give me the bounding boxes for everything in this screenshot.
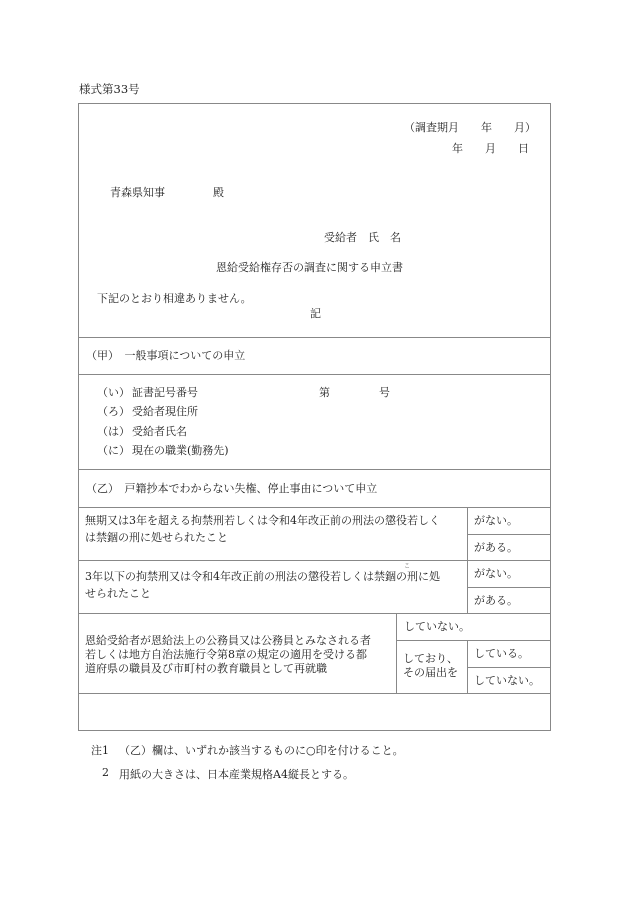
question-1-line-2: は禁錮の刑に処せられたこと — [85, 531, 228, 544]
current-address-label: 受給者現住所 — [132, 405, 198, 418]
column-divider — [467, 640, 468, 693]
recipient-name-field-label: 受給者氏名 — [132, 425, 187, 438]
option-nai[interactable]: がない。 — [474, 567, 518, 580]
current-occupation-label: 現在の職業(勤務先) — [132, 444, 229, 457]
divider — [78, 613, 551, 614]
question-3-line-3: 道府県の職員及び市町村の教育職員として再就職 — [85, 662, 327, 675]
option-aru[interactable]: がある。 — [474, 541, 518, 554]
question-2-line-1: 3年以下の拘禁刑又は令和4年改正前の刑法の懲役若しくは禁錮の刑に処 — [85, 570, 440, 583]
item-marker: （に） — [97, 444, 130, 457]
option-not-reemployed[interactable]: していない。 — [404, 620, 470, 633]
document-title: 恩給受給権存否の調査に関する申立書 — [216, 261, 403, 274]
survey-period: （調査期月 年 月） — [404, 121, 536, 134]
recipient-name-label: 受給者 氏 名 — [324, 231, 401, 244]
divider — [78, 693, 551, 694]
ki-label: 記 — [310, 307, 321, 320]
certificate-dai: 第 — [319, 386, 330, 399]
item-marker: （ろ） — [97, 405, 130, 418]
column-divider — [467, 507, 468, 613]
divider — [396, 640, 551, 641]
honorific: 殿 — [213, 186, 224, 199]
option-notified[interactable]: している。 — [474, 647, 529, 660]
column-divider — [396, 613, 397, 693]
note-1-text: （乙）欄は、いずれか該当するものに○印を付けること。 — [119, 744, 404, 757]
note-1-marker: 注1 — [91, 744, 109, 757]
divider — [467, 534, 551, 535]
certificate-go: 号 — [379, 386, 390, 399]
form-number: 様式第33号 — [79, 82, 140, 96]
statement: 下記のとおり相違ありません。 — [97, 292, 252, 305]
option-not-notified[interactable]: していない。 — [474, 674, 540, 687]
reemployed-label-line-2: その届出を — [403, 666, 458, 679]
divider — [78, 507, 551, 508]
section-a-heading: （甲） 一般事項についての申立 — [86, 349, 246, 362]
item-marker: （い） — [97, 386, 130, 399]
note-2-marker: 2 — [102, 766, 109, 779]
ruby-annotation: こ — [404, 563, 411, 570]
divider — [78, 469, 551, 470]
option-aru[interactable]: がある。 — [474, 594, 518, 607]
question-2-line-2: せられたこと — [85, 587, 151, 600]
divider — [78, 560, 551, 561]
item-marker: （は） — [97, 425, 130, 438]
divider — [78, 374, 551, 375]
option-nai[interactable]: がない。 — [474, 514, 518, 527]
note-2-text: 用紙の大きさは、日本産業規格A4縦長とする。 — [119, 768, 354, 781]
reemployed-label-line-1: しており、 — [403, 652, 458, 665]
divider — [467, 587, 551, 588]
certificate-number-label: 証書記号番号 — [132, 386, 198, 399]
question-3-line-2: 若しくは地方自治法施行令第8章の規定の適用を受ける都 — [85, 648, 367, 661]
date-field: 年 月 日 — [452, 142, 529, 155]
question-1-line-1: 無期又は3年を超える拘禁刑若しくは令和4年改正前の刑法の懲役若しく — [85, 514, 440, 527]
section-b-heading: （乙） 戸籍抄本でわからない失権、停止事由について申立 — [86, 482, 378, 495]
divider — [467, 667, 551, 668]
question-3-line-1: 恩給受給者が恩給法上の公務員又は公務員とみなされる者 — [85, 634, 371, 647]
addressee: 青森県知事 — [110, 186, 165, 199]
divider — [78, 337, 551, 338]
